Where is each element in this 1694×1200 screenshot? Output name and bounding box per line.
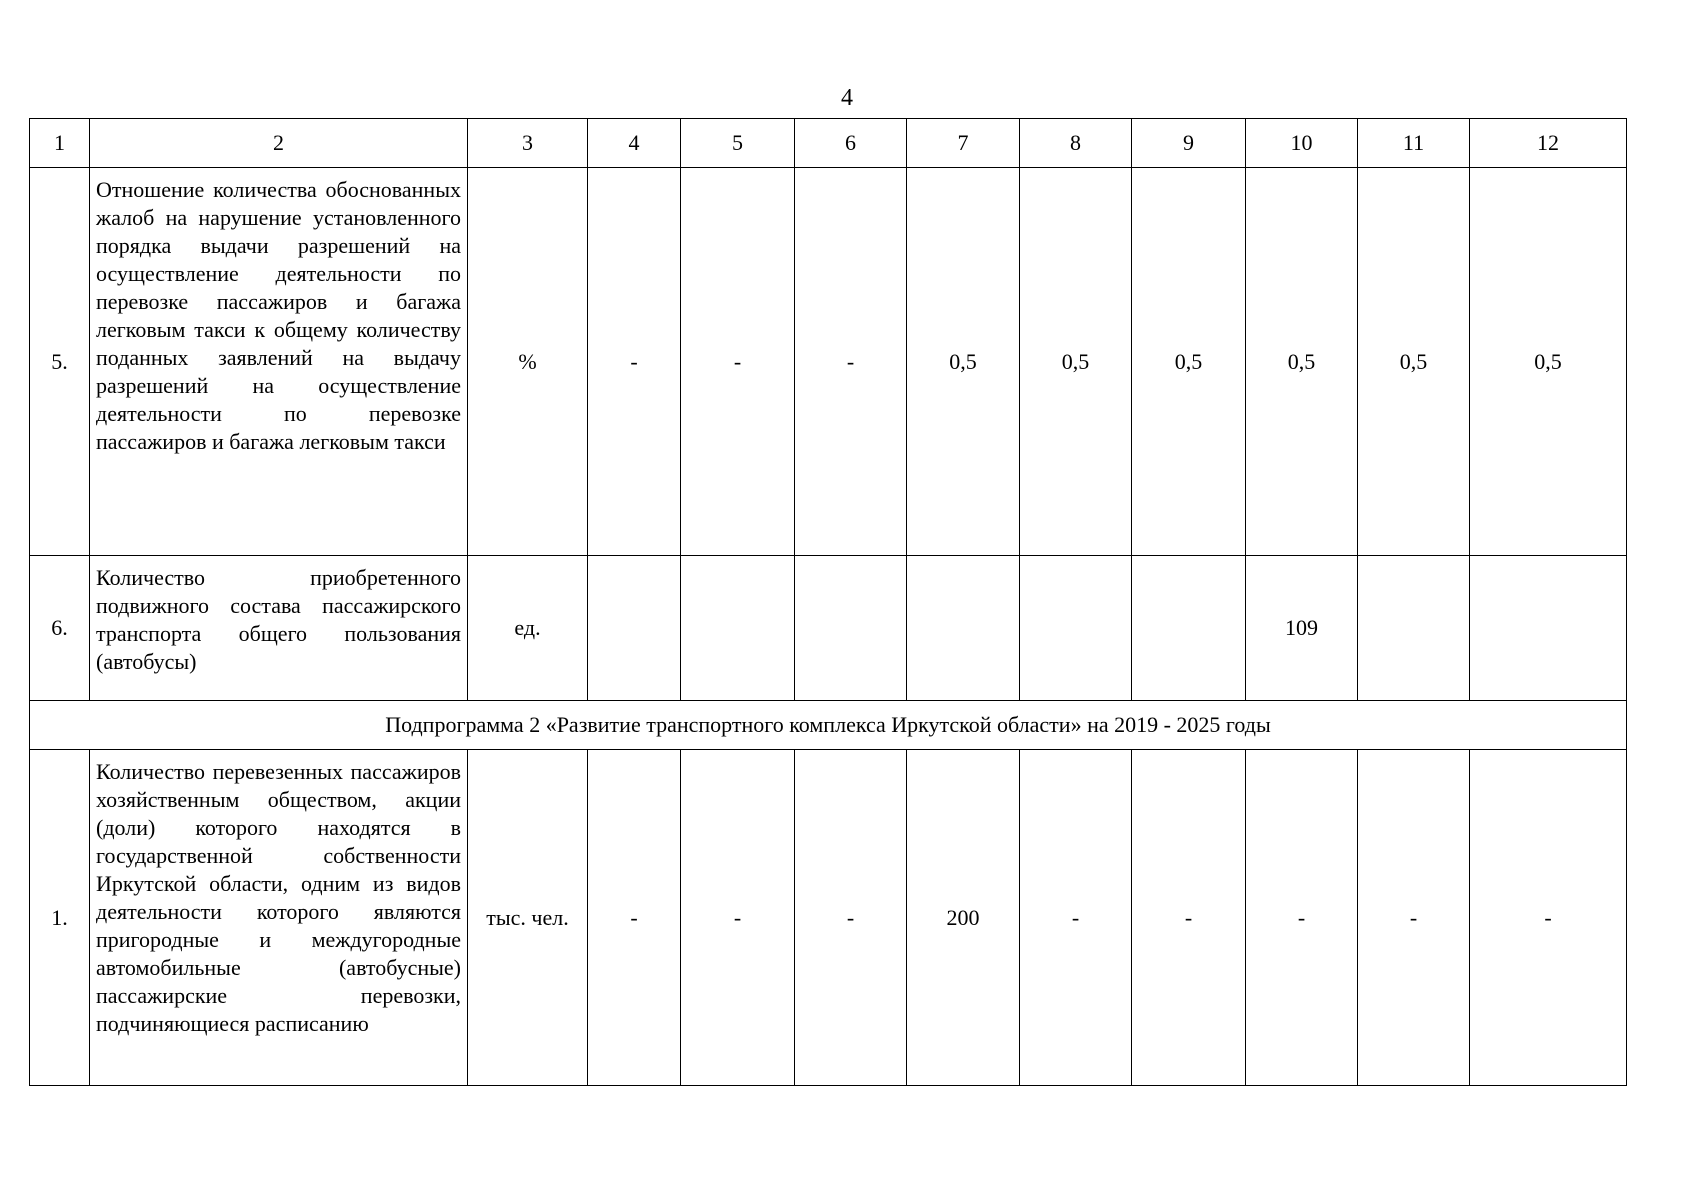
value-cell: 0,5 xyxy=(1246,168,1358,556)
row-number: 1. xyxy=(30,750,90,1086)
value-cell: 200 xyxy=(907,750,1020,1086)
value-cell: - xyxy=(681,168,795,556)
value-cell: 0,5 xyxy=(907,168,1020,556)
value-cell: - xyxy=(681,750,795,1086)
value-cell: - xyxy=(588,750,681,1086)
value-cell xyxy=(681,556,795,701)
table-row xyxy=(30,168,1627,556)
header-cell: 2 xyxy=(90,119,468,168)
table-row xyxy=(30,556,1627,701)
header-cell: 5 xyxy=(681,119,795,168)
header-cell: 10 xyxy=(1246,119,1358,168)
indicator-description: Количество приобретенного подвижного состава пассажирского транспорта общего пользования (автобусы) xyxy=(90,556,468,701)
page-number: 4 xyxy=(841,85,853,111)
row-number: 5. xyxy=(30,168,90,556)
value-cell: - xyxy=(1020,750,1132,1086)
unit-cell: тыс. чел. xyxy=(468,750,588,1086)
value-cell: 0,5 xyxy=(1358,168,1470,556)
header-cell: 12 xyxy=(1470,119,1627,168)
value-cell xyxy=(795,556,907,701)
value-cell xyxy=(1132,556,1246,701)
header-cell: 11 xyxy=(1358,119,1470,168)
table-header-row xyxy=(30,119,1627,168)
value-cell: - xyxy=(1246,750,1358,1086)
value-cell: - xyxy=(588,168,681,556)
value-cell: - xyxy=(1132,750,1246,1086)
value-cell: 0,5 xyxy=(1470,168,1627,556)
header-cell: 3 xyxy=(468,119,588,168)
header-cell: 4 xyxy=(588,119,681,168)
indicator-table xyxy=(29,118,1627,1086)
value-cell xyxy=(588,556,681,701)
value-cell: 109 xyxy=(1246,556,1358,701)
unit-cell: % xyxy=(468,168,588,556)
row-number: 6. xyxy=(30,556,90,701)
value-cell: - xyxy=(795,168,907,556)
header-cell: 1 xyxy=(30,119,90,168)
header-cell: 6 xyxy=(795,119,907,168)
indicator-description: Количество перевезенных пассажиров хозяйственным обществом, акции (доли) которого находятся в государственной собственности Иркутской области, одним из видов деятельности которого являются пригородные и междугородные автомобильные (автобусные) пассажирские перевозки, подчиняющиеся расписанию xyxy=(90,750,468,1086)
value-cell: - xyxy=(1358,750,1470,1086)
subprogram-row xyxy=(30,701,1627,750)
value-cell: 0,5 xyxy=(1132,168,1246,556)
value-cell xyxy=(1470,556,1627,701)
value-cell xyxy=(1358,556,1470,701)
value-cell xyxy=(1020,556,1132,701)
subprogram-title: Подпрограмма 2 «Развитие транспортного комплекса Иркутской области» на 2019 - 2025 годы xyxy=(30,701,1627,750)
value-cell xyxy=(907,556,1020,701)
table-row xyxy=(30,750,1627,1086)
header-cell: 8 xyxy=(1020,119,1132,168)
value-cell: - xyxy=(1470,750,1627,1086)
header-cell: 9 xyxy=(1132,119,1246,168)
value-cell: 0,5 xyxy=(1020,168,1132,556)
header-cell: 7 xyxy=(907,119,1020,168)
indicator-description: Отношение количества обоснованных жалоб на нарушение установленного порядка выдачи разрешений на осуществление деятельности по перевозке пассажиров и багажа легковым такси к общему количеству поданных заявлений на выдачу разрешений на осуществление деятельности по перевозке пассажиров и багажа легковым такси xyxy=(90,168,468,556)
value-cell: - xyxy=(795,750,907,1086)
unit-cell: ед. xyxy=(468,556,588,701)
